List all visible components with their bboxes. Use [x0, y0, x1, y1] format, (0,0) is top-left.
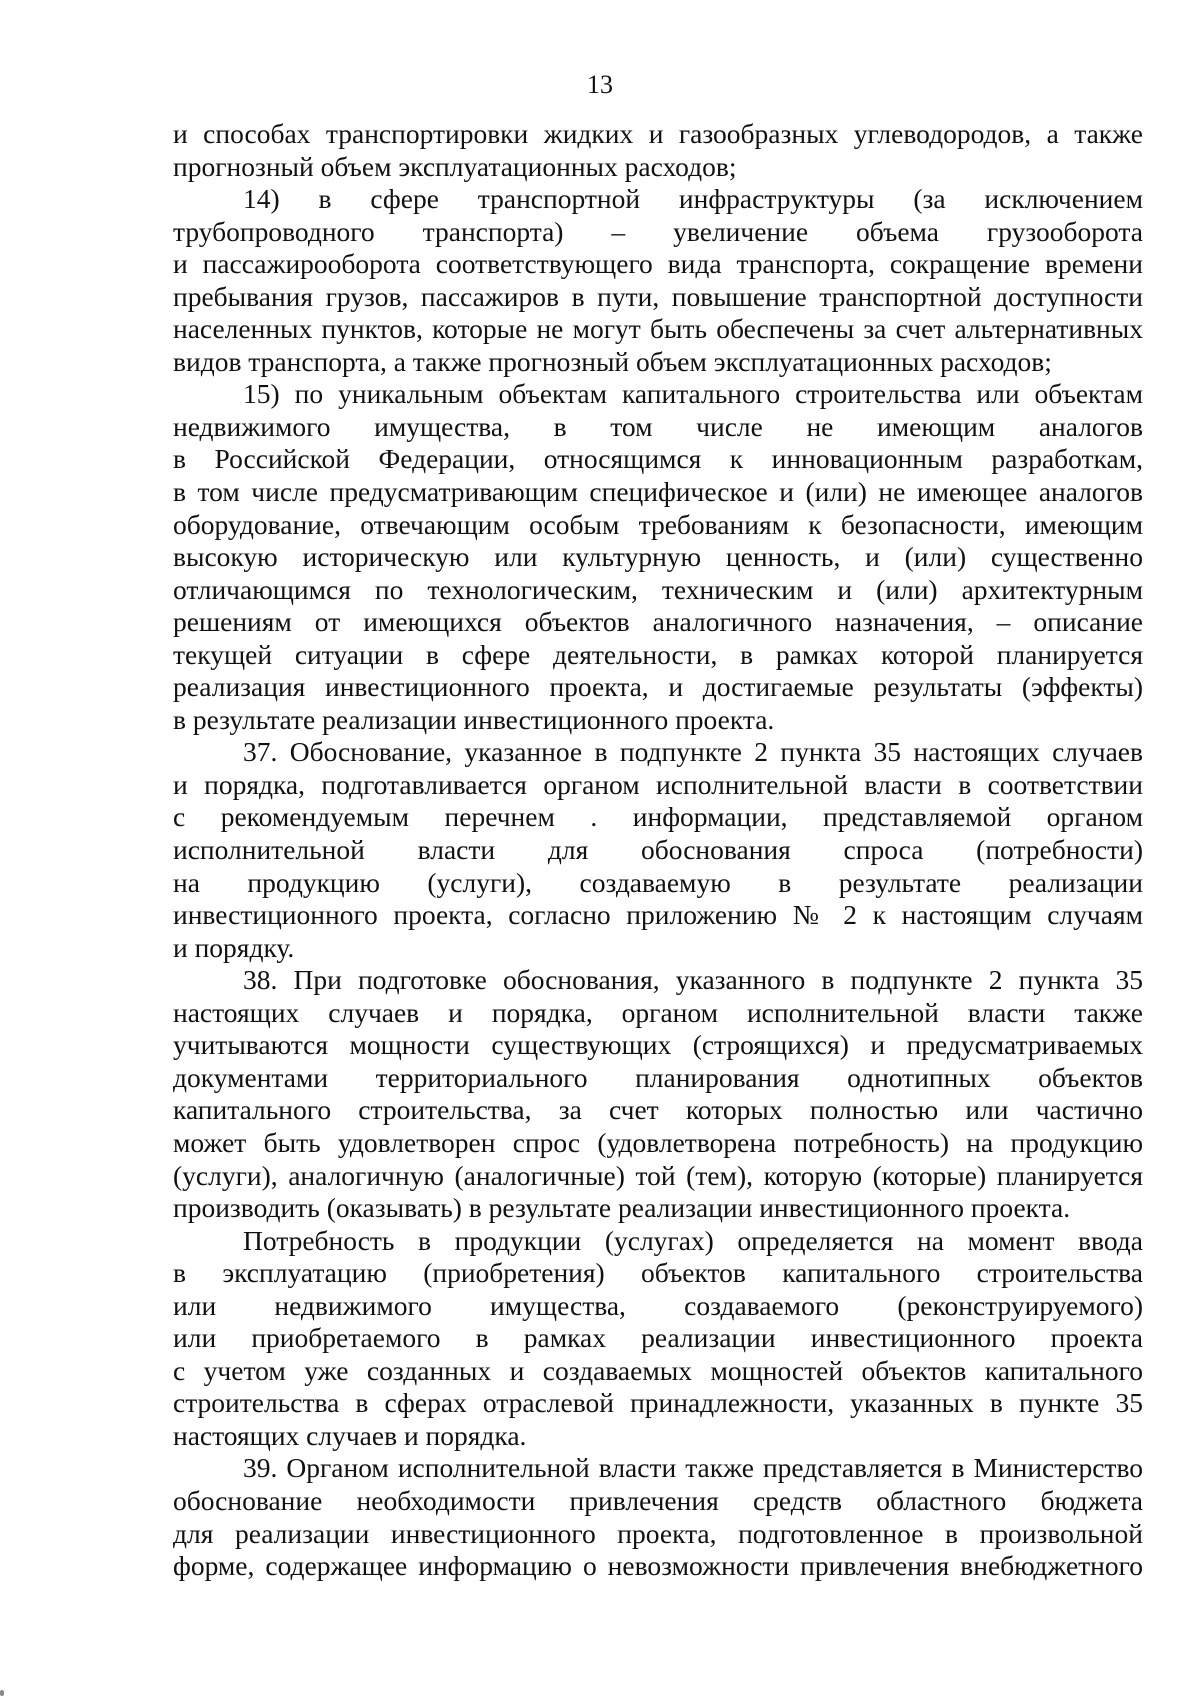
text-line: может быть удовлетворен спрос (удовлетворена потребность) на продукцию — [173, 1126, 1143, 1158]
text-line: 14) в сфере транспортной инфраструктуры (за исключением — [243, 183, 1143, 215]
text-line: учитываются мощности существующих (строящихся) и предусматриваемых — [173, 1029, 1143, 1061]
text-line: оборудование, отвечающим особым требованиям к безопасности, имеющим — [173, 508, 1143, 540]
text-line: Потребность в продукции (услугах) определяется на момент ввода — [243, 1224, 1143, 1256]
text-line: высокую историческую или культурную ценность, и (или) существенно — [173, 541, 1143, 573]
text-line: и способах транспортировки жидких и газообразных углеводородов, а также — [173, 118, 1143, 149]
text-line: в Российской Федерации, относящимся к инновационным разработкам, — [173, 443, 1143, 475]
text-line: 39. Органом исполнительной власти также представляется в Министерство — [243, 1452, 1143, 1484]
text-line: населенных пунктов, которые не могут быть обеспечены за счет альтернативных — [173, 313, 1143, 345]
text-line: и порядку. — [173, 931, 295, 963]
text-line: на продукцию (услуги), создаваемую в результате реализации — [173, 866, 1143, 898]
text-line: текущей ситуации в сфере деятельности, в рамках которой планируется — [173, 638, 1143, 670]
text-line: пребывания грузов, пассажиров в пути, повышение транспортной доступности — [173, 280, 1143, 312]
text-line: 15) по уникальным объектам капитального строительства или объектам — [243, 378, 1143, 410]
text-line: 37. Обоснование, указанное в подпункте 2 пункта 35 настоящих случаев — [243, 736, 1143, 768]
text-line: или приобретаемого в рамках реализации инвестиционного проекта — [173, 1322, 1143, 1354]
text-line: инвестиционного проекта, согласно приложению № 2 к настоящим случаям — [173, 899, 1143, 931]
text-line: или недвижимого имущества, создаваемого (реконструируемого) — [173, 1289, 1143, 1321]
text-line: решениям от имеющихся объектов аналогичного назначения, – описание — [173, 606, 1143, 638]
text-line: документами территориального планирования однотипных объектов — [173, 1061, 1143, 1093]
text-line: и порядка, подготавливается органом исполнительной власти в соответствии — [173, 768, 1143, 800]
text-line: недвижимого имущества, в том числе не имеющим аналогов — [173, 410, 1143, 442]
text-line: настоящих случаев и порядка, органом исполнительной власти также — [173, 996, 1143, 1028]
text-line: видов транспорта, а также прогнозный объем эксплуатационных расходов; — [173, 345, 1052, 377]
text-line: в результате реализации инвестиционного проекта. — [173, 703, 775, 735]
text-line: отличающимся по технологическим, техническим и (или) архитектурным — [173, 573, 1143, 605]
text-line: в эксплуатацию (приобретения) объектов капитального строительства — [173, 1257, 1143, 1289]
text-line: в том числе предусматривающим специфическое и (или) не имеющее аналогов — [173, 476, 1143, 508]
text-line: прогнозный объем эксплуатационных расходов; — [173, 150, 737, 182]
page-number: 13 — [587, 70, 613, 99]
text-line: трубопроводного транспорта) – увеличение объема грузооборота — [173, 215, 1143, 247]
text-line: с рекомендуемым перечнем . информации, представляемой органом — [173, 801, 1143, 833]
text-line: производить (оказывать) в результате реализации инвестиционного проекта. — [173, 1192, 1071, 1224]
text-line: настоящих случаев и порядка. — [173, 1419, 527, 1451]
text-line: исполнительной власти для обоснования спроса (потребности) — [173, 834, 1143, 866]
text-line: форме, содержащее информацию о невозможности привлечения внебюджетного — [173, 1550, 1143, 1582]
text-line: капитального строительства, за счет которых полностью или частично — [173, 1094, 1143, 1126]
text-line: обоснование необходимости привлечения средств областного бюджета — [173, 1484, 1143, 1516]
text-line: строительства в сферах отраслевой принадлежности, указанных в пункте 35 — [173, 1387, 1143, 1419]
text-line: реализация инвестиционного проекта, и достигаемые результаты (эффекты) — [173, 671, 1143, 703]
text-line: с учетом уже созданных и создаваемых мощностей объектов капитального — [173, 1354, 1143, 1386]
text-line: для реализации инвестиционного проекта, подготовленное в произвольной — [173, 1517, 1143, 1549]
body-text — [173, 118, 1143, 1583]
text-line: (услуги), аналогичную (аналогичные) той (тем), которую (которые) планируется — [173, 1159, 1143, 1191]
text-line: 38. При подготовке обоснования, указанного в подпункте 2 пункта 35 — [243, 964, 1143, 996]
text-line: и пассажирооборота соответствующего вида транспорта, сокращение времени — [173, 248, 1143, 280]
scan-speck — [0, 1690, 4, 1696]
